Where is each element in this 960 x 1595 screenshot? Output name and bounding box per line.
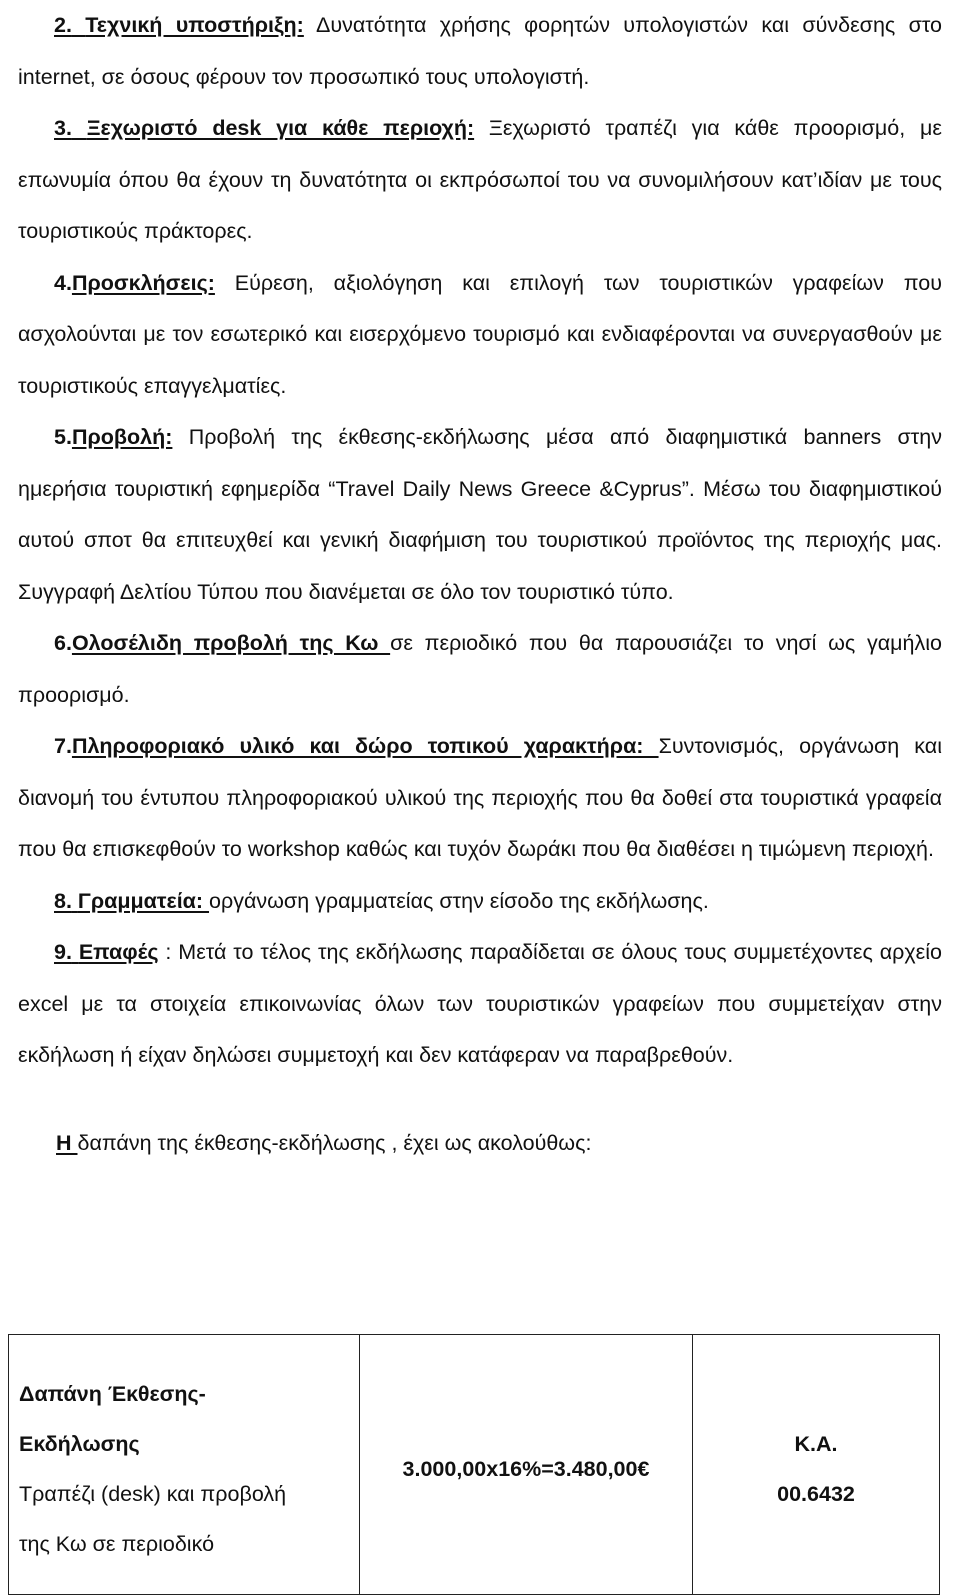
item-2-text: Δυνατότητα χρήσης φορητών υπολογιστών και σύνδεσης στο internet, σε όσους φέρουν τον προσωπικό τους υπολογιστή. [18, 13, 943, 89]
cost-amount: 3.000,00x16%=3.480,00€ [402, 1456, 650, 1481]
cost-intro-text: δαπάνη της έκθεσης-εκδήλωσης , έχει ως ακολούθως: [77, 1130, 592, 1155]
item-3-text: Ξεχωριστό τραπέζι για κάθε προορισμό, με επωνυμία όπου θα έχουν τη δυνατότητα οι εκπρόσωποί του να συνομιλήσουν κατ’ιδίαν με τους τουριστικούς πράκτορες. [18, 116, 942, 243]
list-item-2 [18, 0, 942, 103]
cost-desc-line-2: της Κω σε περιοδικό [19, 1531, 215, 1556]
item-9-heading: 9. Επαφές [54, 940, 159, 964]
item-6-heading: Ολοσέλιδη προβολή της Κω [71, 631, 391, 655]
list-item-4 [18, 258, 942, 413]
list-item-6 [18, 618, 942, 721]
item-6-number: 6. [54, 631, 72, 655]
list-item-8 [18, 876, 942, 928]
cost-description-cell [9, 1335, 360, 1595]
list-item-5 [18, 412, 942, 618]
item-5-heading: Προβολή: [71, 425, 173, 449]
spacer [18, 1082, 942, 1118]
item-7-text: Συντονισμός, οργάνωση και διανομή του έντυπου πληροφοριακού υλικού της περιοχής που θα δοθεί στα τουριστικά γραφεία που θα επισκεφθούν το workshop καθώς και τυχόν δωράκι που θα διαθέσει η τιμώμενη περιοχή. [18, 734, 942, 861]
cost-heading-line-2: Εκδήλωσης [19, 1431, 140, 1456]
item-5-text: Προβολή της έκθεσης-εκδήλωσης μέσα από διαφημιστικά banners στην ημερήσια τουριστική εφημερίδα “Travel Daily News Greece &Cyprus”. Μέσω του διαφημιστικού αυτού σποτ θα επιτευχθεί και γενική διαφήμιση του τουριστικού προϊόντος της περιοχής μας. Συγγραφή Δελτίου Τύπου που διανέμεται σε όλο τον τουριστικό τύπο. [18, 425, 942, 604]
cost-heading-line-1: Δαπάνη Έκθεσης- [19, 1381, 206, 1406]
document-body [18, 0, 942, 1169]
item-7-heading: Πληροφοριακό υλικό και δώρο τοπικού χαρακτήρα: [71, 734, 659, 758]
item-8-text: οργάνωση γραμματείας στην είσοδο της εκδήλωσης. [209, 888, 709, 913]
cost-amount-cell [360, 1335, 693, 1595]
item-8-heading: 8. Γραμματεία: [54, 888, 210, 913]
item-7-number: 7. [54, 734, 72, 758]
cost-desc-line-1: Τραπέζι (desk) και προβολή [19, 1481, 287, 1506]
cost-code-cell [693, 1335, 940, 1595]
cost-code-label: Κ.Α. [794, 1431, 838, 1456]
cost-intro [56, 1118, 942, 1170]
item-5-number: 5. [54, 425, 72, 449]
list-item-7 [18, 721, 942, 876]
item-4-heading: Προσκλήσεις: [71, 270, 215, 295]
list-item-9 [18, 927, 942, 1082]
item-4-number: 4. [54, 270, 72, 295]
item-3-heading: 3. Ξεχωριστό desk για κάθε περιοχή: [54, 116, 475, 140]
cost-table [8, 1334, 940, 1595]
item-2-heading: 2. Τεχνική υποστήριξη: [54, 13, 304, 37]
item-9-text: : Μετά το τέλος της εκδήλωσης παραδίδεται σε όλους τους συμμετέχοντες αρχείο excel με τα στοιχεία επικοινωνίας όλων των τουριστικών γραφείων που συμμετείχαν στην εκδήλωση ή είχαν δηλώσει συμμετοχή και δεν κατάφεραν να παραβρεθούν. [18, 940, 942, 1067]
item-4-text: Εύρεση, αξιολόγηση και επιλογή των τουριστικών γραφείων που ασχολούνται με τον εσωτερικό και εισερχόμενο τουρισμό και ενδιαφέρονται να συνεργασθούν με τουριστικούς επαγγελματίες. [18, 270, 942, 398]
cost-intro-first-letter: Η [56, 1130, 78, 1155]
list-item-3 [18, 103, 942, 258]
cost-code-value: 00.6432 [777, 1481, 855, 1506]
item-6-text: σε περιοδικό που θα παρουσιάζει το νησί ως γαμήλιο προορισμό. [18, 631, 942, 707]
table-row [9, 1335, 940, 1595]
